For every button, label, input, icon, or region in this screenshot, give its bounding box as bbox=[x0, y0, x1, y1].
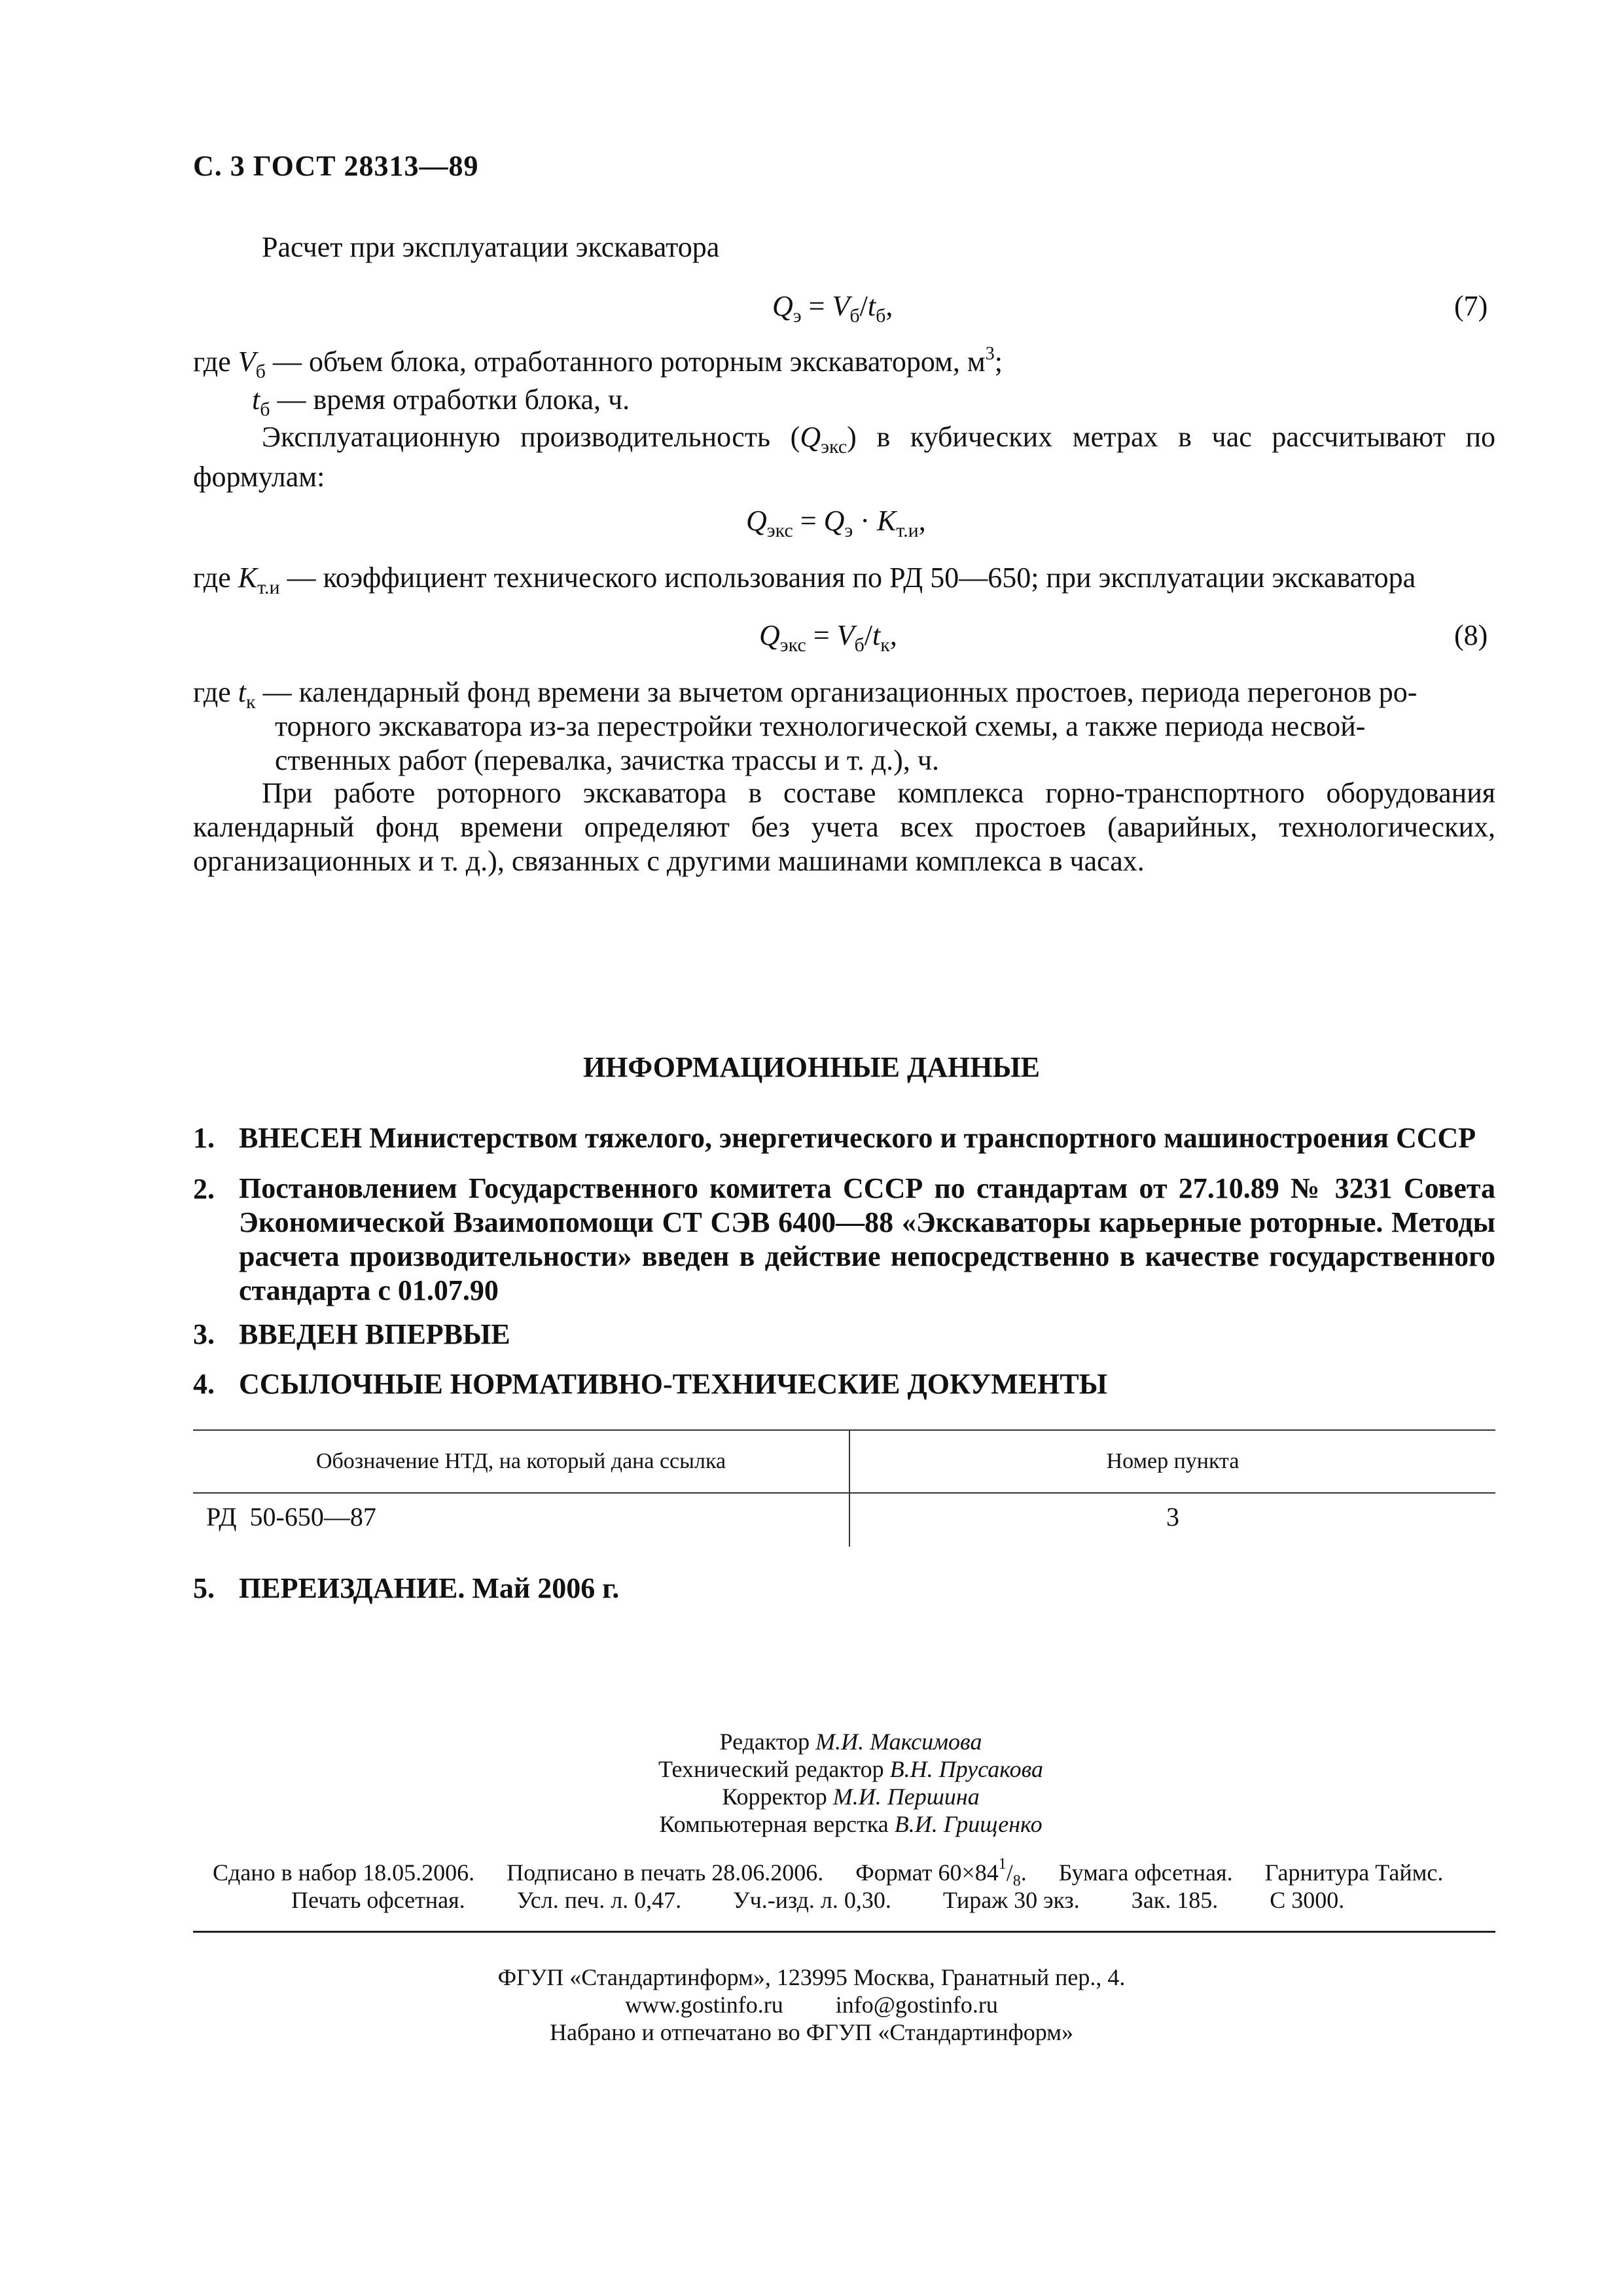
var-symbol: K bbox=[238, 562, 258, 594]
punct: . bbox=[1020, 1859, 1027, 1886]
where-label: где bbox=[193, 562, 238, 594]
formula-subscript: б bbox=[876, 305, 886, 327]
column-header: Номер пункта bbox=[849, 1430, 1495, 1493]
imprint-field: Гарнитура Таймс. bbox=[1264, 1859, 1444, 1886]
info-item-3 bbox=[193, 1317, 1495, 1356]
item-text: ПЕРЕИЗДАНИЕ. Май 2006 г. bbox=[239, 1572, 620, 1604]
info-item-4 bbox=[193, 1367, 1495, 1406]
formula-subscript: к bbox=[880, 634, 890, 656]
var-subscript: к bbox=[246, 691, 256, 713]
where-label: где bbox=[193, 346, 238, 378]
references-table bbox=[193, 1429, 1495, 1547]
item-number: 5. bbox=[193, 1572, 215, 1604]
var-symbol: t bbox=[238, 676, 247, 708]
imprint-field: Уч.-изд. л. 0,30. bbox=[733, 1887, 891, 1913]
formula-operator: / bbox=[859, 290, 868, 322]
where-kti bbox=[193, 560, 1416, 600]
where-vb bbox=[193, 344, 1003, 384]
text-run: ) в кубических метрах в час рассчитывают по формулам: bbox=[193, 421, 1496, 493]
credit-label: Технический редактор bbox=[658, 1756, 890, 1782]
formula-symbol: Q bbox=[823, 505, 845, 537]
formula-subscript: э bbox=[793, 305, 802, 327]
var-subscript: б bbox=[255, 361, 266, 382]
table-row bbox=[193, 1493, 1495, 1547]
credit-label: Редактор bbox=[719, 1729, 816, 1755]
publisher-address: ФГУП «Стандартинформ», 123995 Москва, Гранатный пер., 4. bbox=[497, 1964, 1126, 1990]
formula-symbol: Q bbox=[759, 619, 780, 651]
credit-name: В.И. Грищенко bbox=[894, 1811, 1043, 1837]
paragraph-productivity bbox=[193, 419, 1495, 495]
paragraph-calc: Расчет при эксплуатации экскаватора bbox=[262, 231, 720, 263]
formula-punct: , bbox=[889, 619, 897, 651]
formula-operator: / bbox=[864, 619, 873, 651]
imprint-field: Сдано в набор 18.05.2006. bbox=[213, 1859, 475, 1886]
var-subscript: т.и bbox=[257, 577, 280, 598]
formula-operator: = bbox=[801, 290, 832, 322]
formula-symbol: V bbox=[836, 619, 855, 651]
equation-number-7: (7) bbox=[1454, 290, 1488, 322]
formula-subscript: экс bbox=[766, 520, 793, 541]
item-text: ВНЕСЕН Министерством тяжелого, энергетического и транспортного машиностроения СССР bbox=[239, 1122, 1476, 1154]
credits-block bbox=[589, 1728, 1113, 1838]
imprint-divider bbox=[193, 1931, 1495, 1933]
item-number: 3. bbox=[193, 1318, 215, 1350]
where-text: — календарный фонд времени за вычетом организационных простоев, периода перегонов ро- bbox=[255, 676, 1418, 708]
var-subscript: экс bbox=[821, 436, 847, 457]
where-label: где bbox=[193, 676, 238, 708]
credit-layout bbox=[589, 1810, 1113, 1838]
var-subscript: б bbox=[260, 399, 270, 420]
var-symbol: t bbox=[252, 384, 260, 416]
formula-punct: , bbox=[918, 505, 926, 537]
imprint-field: Тираж 30 экз. bbox=[942, 1887, 1080, 1913]
formula-symbol: t bbox=[867, 290, 876, 322]
where-text: — объем блока, отработанного роторным экскаватором, м bbox=[265, 346, 986, 378]
formula-operator: = bbox=[793, 505, 824, 537]
paragraph-calendar-fund: При работе роторного экскаватора в составе комплекса горно-транспортного оборудования календарный фонд времени определяют без учета всех простоев (аварийных, технологических, организационных и т. д.), связанных с другими машинами комплекса в часах. bbox=[193, 777, 1495, 877]
credit-label: Компьютерная верстка bbox=[659, 1811, 895, 1837]
imprint-line-2 bbox=[291, 1886, 1344, 1914]
column-header: Обозначение НТД, на который дана ссылка bbox=[193, 1430, 849, 1493]
equation-number-8: (8) bbox=[1454, 619, 1488, 651]
credit-name: М.И. Першина bbox=[832, 1784, 980, 1810]
info-item-1 bbox=[193, 1121, 1495, 1160]
credit-name: В.Н. Прусакова bbox=[889, 1756, 1044, 1782]
formula-symbol: Q bbox=[772, 290, 793, 322]
formula-subscript: э bbox=[844, 520, 853, 541]
imprint-field: С 3000. bbox=[1270, 1887, 1345, 1913]
credit-name: М.И. Максимова bbox=[815, 1729, 982, 1755]
item-number: 1. bbox=[193, 1122, 215, 1154]
website-link[interactable]: www.gostinfo.ru bbox=[625, 1992, 783, 2018]
fraction-numerator: 1 bbox=[998, 1856, 1007, 1873]
formula-subscript: б bbox=[849, 305, 860, 327]
table-cell: РД 50-650—87 bbox=[193, 1493, 849, 1547]
page-header: С. 3 ГОСТ 28313—89 bbox=[193, 150, 479, 182]
info-item-2 bbox=[193, 1172, 1495, 1316]
where-text: — коэффициент технического использования по РД 50—650; при эксплуатации экскаватора bbox=[279, 562, 1416, 594]
formula-punct: , bbox=[885, 290, 893, 322]
formula-subscript: б bbox=[854, 634, 865, 656]
formula-8 bbox=[759, 619, 897, 656]
item-text: ССЫЛОЧНЫЕ НОРМАТИВНО-ТЕХНИЧЕСКИЕ ДОКУМЕНТЫ bbox=[239, 1368, 1107, 1400]
credit-tech-editor bbox=[589, 1755, 1113, 1783]
info-item-5 bbox=[193, 1571, 1495, 1610]
formula-qeks bbox=[746, 504, 926, 541]
formula-symbol: K bbox=[876, 505, 897, 537]
where-tk-cont-1: торного экскаватора из-за перестройки технологической схемы, а также периода несвой- bbox=[275, 710, 1366, 742]
imprint-field: Зак. 185. bbox=[1131, 1887, 1219, 1913]
fraction-denominator: 8 bbox=[1012, 1873, 1021, 1890]
formula-symbol: V bbox=[832, 290, 850, 322]
imprint-field: Усл. печ. л. 0,47. bbox=[516, 1887, 682, 1913]
table-header-row bbox=[193, 1430, 1495, 1493]
formula-operator: · bbox=[853, 505, 877, 537]
imprint-field: Бумага офсетная. bbox=[1058, 1859, 1233, 1886]
formula-subscript: т.и bbox=[896, 520, 919, 541]
item-text: Постановлением Государственного комитета СССР по стандартам от 27.10.89 № 3231 Совета Экономической Взаимопомощи СТ СЭВ 6400—88 «Экскаваторы карьерные роторные. Методы расчета производительности» введен в действие непосредственно в качестве государственного стандарта с 01.07.90 bbox=[239, 1172, 1495, 1306]
credit-corrector bbox=[589, 1783, 1113, 1810]
item-text: ВВЕДЕН ВПЕРВЫЕ bbox=[239, 1318, 510, 1350]
formula-7 bbox=[772, 289, 893, 327]
publisher-contacts bbox=[0, 1991, 1623, 2018]
credit-editor bbox=[589, 1728, 1113, 1755]
info-title: ИНФОРМАЦИОННЫЕ ДАННЫЕ bbox=[582, 1051, 1041, 1083]
var-symbol: Q bbox=[800, 421, 821, 453]
where-tb bbox=[252, 382, 630, 422]
formula-symbol: t bbox=[872, 619, 881, 651]
imprint-field: Формат 60×84 bbox=[855, 1859, 999, 1886]
publisher-printed-note: Набрано и отпечатано во ФГУП «Стандартинформ» bbox=[549, 2019, 1074, 2045]
var-symbol: V bbox=[238, 346, 256, 378]
table-cell: 3 bbox=[1166, 1502, 1179, 1532]
imprint-field: Подписано в печать 28.06.2006. bbox=[507, 1859, 824, 1886]
punct: ; bbox=[994, 346, 1003, 378]
where-text: — время отработки блока, ч. bbox=[270, 384, 630, 416]
formula-symbol: Q bbox=[746, 505, 767, 537]
item-number: 2. bbox=[193, 1173, 215, 1205]
credit-label: Корректор bbox=[722, 1784, 833, 1810]
imprint-line-1 bbox=[213, 1856, 1444, 1890]
formula-operator: = bbox=[806, 619, 837, 651]
formula-subscript: экс bbox=[779, 634, 806, 656]
item-number: 4. bbox=[193, 1368, 215, 1400]
superscript: 3 bbox=[985, 344, 995, 364]
where-tk-cont-2: ственных работ (перевалка, зачистка трассы и т. д.), ч. bbox=[275, 744, 939, 776]
imprint-format: Формат $60\times 84^1/_8$. bbox=[855, 1856, 1027, 1890]
text-run: Эксплуатационную производительность ( bbox=[262, 421, 800, 453]
imprint-field: Печать офсетная. bbox=[291, 1887, 465, 1913]
email-link[interactable]: info@gostinfo.ru bbox=[835, 1992, 998, 2018]
